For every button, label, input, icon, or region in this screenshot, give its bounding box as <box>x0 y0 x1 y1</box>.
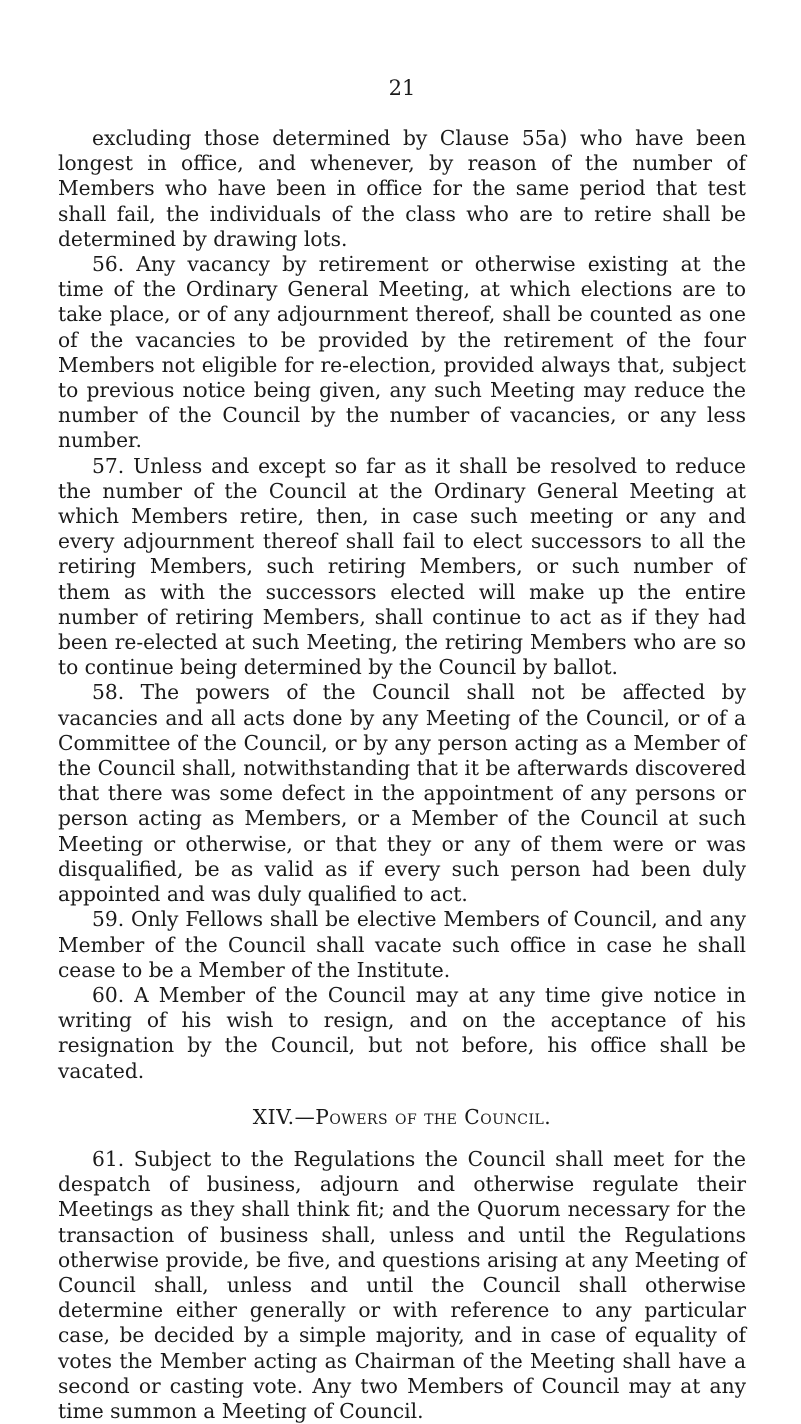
section-text: Unless and except so far as it shall be resolved to reduce the number of the Council at the Ordinary General Meeting at which Members retire, then, in case such meeting or any and every adjournment thereof shall fail to elect successors to all the retiring Members, such retiring Members, or such number of them as with the successors elected will make up the entire number of retiring Members, shall continue to act as if they had been re-elected at such Meeting, the retiring Members who are so to continue being determined by the Council by ballot. <box>58 453 746 680</box>
section-number: 61. <box>92 1146 125 1171</box>
section-text: Any vacancy by retirement or otherwise existing at the time of the Ordinary General Meeting, at which elections are to take place, or of any adjournment thereof, shall be counted as one of the vacancies to be provided by the retirement of the four Members not eligible for re-election, provided always that, subject to previous notice being given, any such Meeting may reduce the number of the Council by the number of vacancies, or any less number. <box>58 252 746 453</box>
section-number: 56. <box>92 252 125 277</box>
section-60 <box>58 983 746 1084</box>
body-text <box>58 126 746 1424</box>
section-59 <box>58 907 746 983</box>
section-text: A Member of the Council may at any time give notice in writing of his wish to resign, and on the acceptance of his resignation by the Council, but not before, his office shall be vacated. <box>58 982 746 1083</box>
section-56 <box>58 252 746 454</box>
section-text: Only Fellows shall be elective Members of Council, and any Member of the Council shall vacate such office in case he shall cease to be a Member of the Institute. <box>58 907 747 982</box>
section-text: The powers of the Council shall not be affected by vacancies and all acts done by any Meeting of the Council, or of a Committee of the Council, or by any person acting as a Member of the Council shall, notwithstanding that it be afterwards discovered that there was some defect in the appointment of any persons or person acting as Members, or a Member of the Council at such Meeting or otherwise, or that they or any of them were or was disqualified, be as valid as if every such person had been duly appointed and was duly qualified to act. <box>58 680 746 907</box>
heading-numeral: XIV. <box>252 1104 295 1129</box>
intro-paragraph: excluding those determined by Clause 55a) who have been longest in office, and whenever, by reason of the number of Members who have been in office for the same period that test shall fail, the individuals of the class who are to retire shall be determined by drawing lots. <box>58 126 746 251</box>
section-57 <box>58 454 746 681</box>
section-text: Subject to the Regulations the Council shall meet for the despatch of business, adjourn and otherwise regulate their Meetings as they shall think fit; and the Quorum necessary for the transaction of business shall, unless and until the Regulations otherwise provide, be five, and questions arising at any Meeting of Council shall, unless and until the Council shall otherwise determine either generally or with reference to any particular case, be decided by a simple majority, and in case of equality of votes the Member acting as Chairman of the Meeting shall have a second or casting vote. Any two Members of Council may at any time summon a Meeting of Council. <box>58 1146 746 1423</box>
section-61 <box>58 1147 746 1424</box>
section-number: 58. <box>92 680 125 705</box>
heading-title: —Powers of the Council. <box>294 1104 552 1129</box>
section-number: 57. <box>92 453 125 478</box>
section-heading <box>58 1105 746 1130</box>
section-58 <box>58 680 746 907</box>
section-number: 59. <box>92 907 125 932</box>
page-number: 21 <box>388 76 416 100</box>
section-number: 60. <box>92 982 125 1007</box>
